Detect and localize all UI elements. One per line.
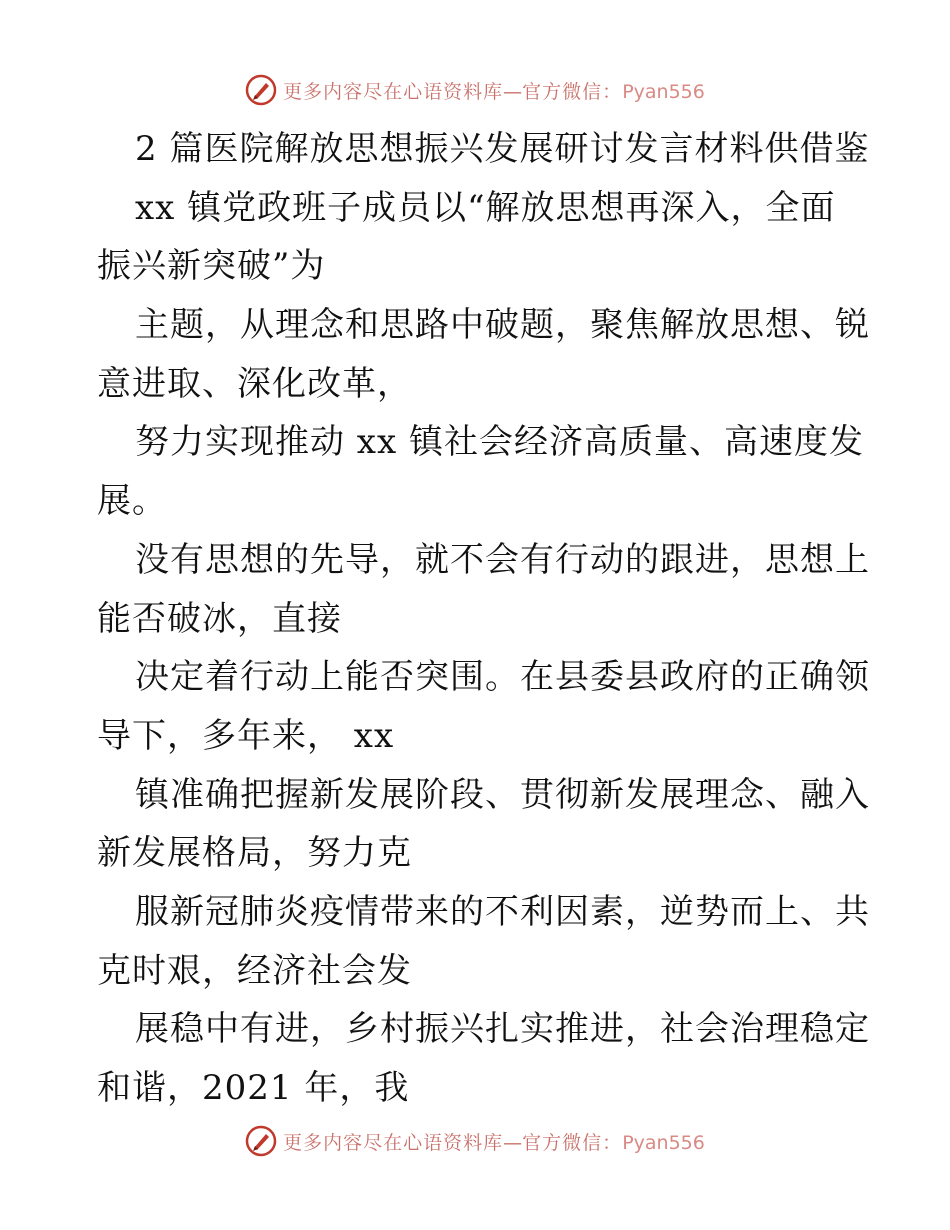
text-line: 能否破冰，直接 bbox=[97, 598, 342, 639]
text-line: 振兴新突破”为 bbox=[97, 246, 326, 287]
text-line: 展稳中有进，乡村振兴扎实推进，社会治理稳定 bbox=[135, 1009, 870, 1050]
header-banner bbox=[0, 72, 950, 108]
text-line: 没有思想的先导，就不会有行动的跟进，思想上 bbox=[135, 539, 870, 580]
quill-pen-logo-icon bbox=[245, 1125, 277, 1157]
text-line: 努力实现推动 xx 镇社会经济高质量、高速度发 bbox=[135, 422, 864, 463]
banner-site-name: 更多内容尽在心语资料库 bbox=[283, 1131, 504, 1154]
text-line: 镇准确把握新发展阶段、贯彻新发展理念、融入 bbox=[135, 774, 870, 815]
banner-wechat-id: Pyan556 bbox=[622, 1131, 705, 1154]
footer-banner bbox=[0, 1123, 950, 1159]
document-title: 2 篇医院解放思想振兴发展研讨发言材料供借鉴 bbox=[135, 129, 870, 169]
banner-dash: — bbox=[503, 80, 523, 103]
text-line: 新发展格局，努力克 bbox=[97, 833, 412, 874]
banner-wechat-id: Pyan556 bbox=[622, 80, 705, 103]
text-line: 意进取、深化改革， bbox=[97, 363, 412, 404]
text-line: 克时艰，经济社会发 bbox=[97, 950, 412, 991]
banner-dash: — bbox=[503, 1131, 523, 1154]
banner-site-name: 更多内容尽在心语资料库 bbox=[283, 80, 504, 103]
body-text bbox=[97, 120, 870, 1118]
text-line: xx 镇党政班子成员以“解放思想再深入，全面 bbox=[135, 187, 836, 228]
text-line: 服新冠肺炎疫情带来的不利因素，逆势而上、共 bbox=[135, 891, 870, 932]
banner-wechat-label: 官方微信： bbox=[522, 1131, 623, 1154]
text-line: 和谐，2021 年，我 bbox=[97, 1068, 410, 1108]
quill-pen-logo-icon bbox=[245, 74, 277, 106]
text-line: 展。 bbox=[97, 481, 167, 522]
text-line: 决定着行动上能否突围。在县委县政府的正确领 bbox=[135, 657, 870, 698]
text-line: 主题，从理念和思路中破题，聚焦解放思想、锐 bbox=[135, 305, 870, 346]
text-line: 导下，多年来， xx bbox=[97, 715, 395, 756]
banner-wechat-label: 官方微信： bbox=[522, 80, 623, 103]
